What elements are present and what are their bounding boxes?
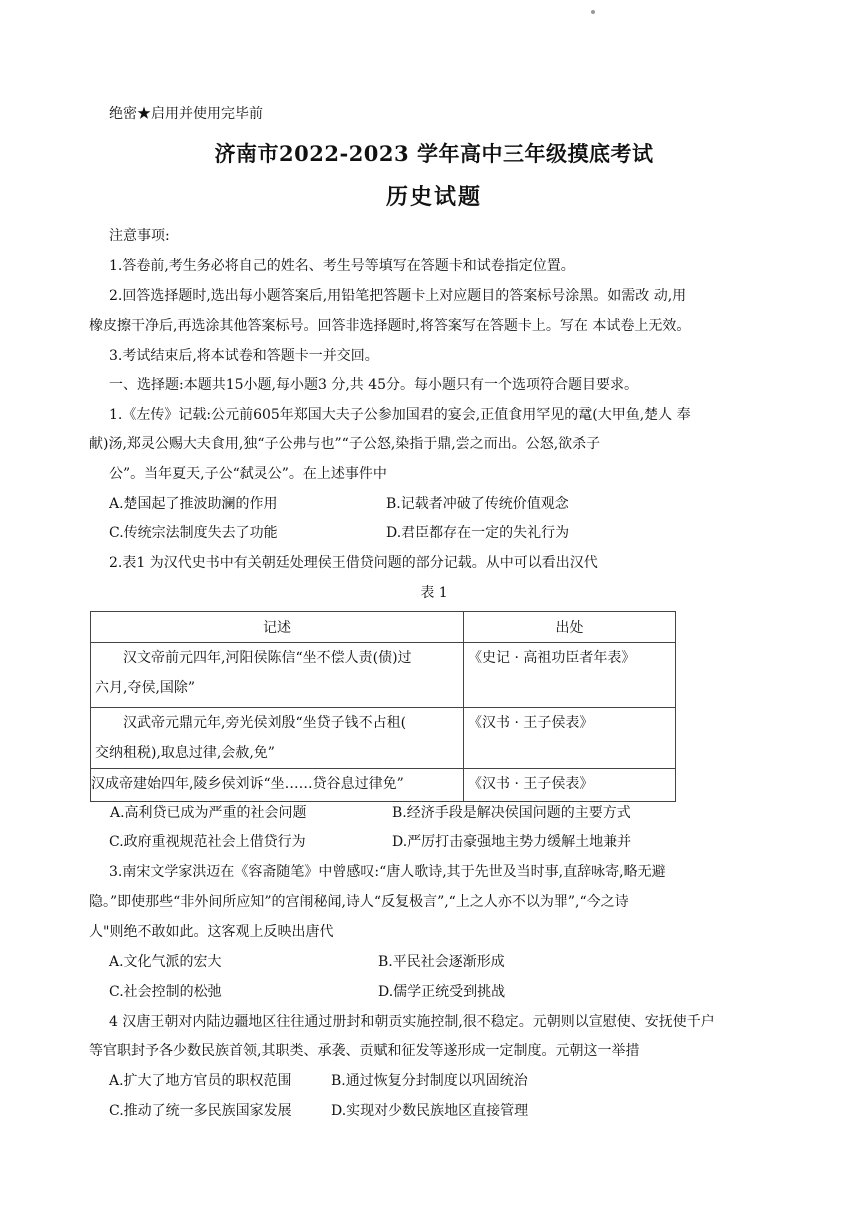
secret-notice: 绝密★启用并使用完毕前	[109, 106, 263, 122]
q3-option-a: A.文化气派的宏大	[109, 954, 222, 970]
scan-speck	[591, 10, 595, 14]
q3-option-b: B.平民社会逐渐形成	[378, 954, 505, 970]
q3-stem-line-1: 3.南宋文学家洪迈在《容斋随笔》中曾感叹:“唐人歌诗,其于先世及当时事,直辞咏寄,略无避	[109, 864, 666, 880]
table-cell-record	[91, 708, 464, 769]
header-source: 出处	[464, 612, 676, 643]
q2-option-a: A.高利贷已成为严重的社会问题	[110, 805, 307, 821]
q2-option-b: B.经济手段是解决侯国问题的主要方式	[392, 805, 631, 821]
q4-option-c: C.推动了统一多民族国家发展	[109, 1103, 292, 1119]
q1-stem-line-2: 献)汤,郑灵公赐大夫食用,独“子公弗与也”“子公怒,染指于鼎,尝之而出。公怒,欲杀子	[89, 436, 601, 452]
record-line: 汉成帝建始四年,陵乡侯刘诉“坐……贷谷息过律免”	[91, 776, 404, 792]
table-cell-source: 《汉书 · 王子侯表》	[464, 769, 676, 802]
q4-stem-line-2: 等官职封予各少数民族首领,其职类、承袭、贡赋和征发等遂形成一定制度。元朝这一举措	[89, 1043, 640, 1059]
table-cell-record	[91, 643, 464, 708]
record-line: 六月,夺侯,国除”	[95, 680, 196, 696]
exam-subtitle: 历史试题	[385, 184, 482, 210]
table-cell-source: 《史记 · 高祖功臣者年表》	[464, 643, 676, 708]
table-header-row	[91, 612, 676, 643]
q4-option-d: D.实现对少数民族地区直接管理	[331, 1103, 529, 1119]
q2-option-c: C.政府重视规范社会上借贷行为	[109, 834, 306, 850]
q4-option-a: A.扩大了地方官员的职权范围	[109, 1073, 292, 1089]
table-caption: 表 1	[420, 585, 448, 601]
q4-option-b: B.通过恢复分封制度以巩固统治	[331, 1073, 528, 1089]
q3-option-d: D.儒学正统受到挑战	[378, 984, 506, 1000]
q1-option-c: C.传统宗法制度失去了功能	[109, 525, 278, 541]
q1-option-d: D.君臣都存在一定的失礼行为	[386, 525, 570, 541]
q3-stem-line-3: 人"则绝不敢如此。这客观上反映出唐代	[89, 924, 334, 940]
q1-option-a: A.楚国起了推波助澜的作用	[109, 496, 278, 512]
table-row	[91, 769, 676, 802]
header-record: 记述	[91, 612, 464, 643]
note-2-line-2: 橡皮擦干净后,再选涂其他答案标号。回答非选择题时,将答案写在答题卡上。写在 本试卷上无效。	[89, 318, 691, 334]
table-cell-source: 《汉书 · 王子侯表》	[464, 708, 676, 769]
note-2-line-1: 2.回答选择题时,选出每小题答案后,用铅笔把答题卡上对应题目的答案标号涂黑。如需改 动,用	[109, 288, 687, 304]
record-line: 交纳租税),取息过律,会赦,免”	[95, 745, 275, 761]
record-line: 汉文帝前元四年,河阳侯陈信“坐不偿人责(债)过	[95, 650, 412, 666]
record-line: 汉武帝元鼎元年,旁光侯刘殷“坐贷子钱不占租(	[95, 715, 407, 731]
exam-title: 济南市2022-2023 学年高中三年级摸底考试	[214, 141, 654, 166]
note-1: 1.答卷前,考生务必将自己的姓名、考生号等填写在答题卡和试卷指定位置。	[109, 258, 575, 274]
table-cell-record	[91, 769, 464, 802]
table-row	[91, 708, 676, 769]
q3-stem-line-2: 隐。”即使那些“非外间所应知”的宫闱秘闻,诗人“反复极言”,“上之人亦不以为罪”,“今之诗	[89, 894, 629, 910]
table-row	[91, 643, 676, 708]
notes-heading: 注意事项:	[109, 228, 170, 244]
q2-option-d: D.严厉打击豪强地主势力缓解土地兼并	[392, 834, 632, 850]
q4-stem-line-1: 4 汉唐王朝对内陆边疆地区往往通过册封和朝贡实施控制,很不稳定。元朝则以宣慰使、安抚使千户	[109, 1014, 715, 1030]
section-heading: 一、选择题:本题共15小题,每小题3 分,共 45分。每小题只有一个选项符合题目要求。	[109, 377, 639, 393]
q1-option-b: B.记载者冲破了传统价值观念	[386, 496, 569, 512]
q2-stem: 2.表1 为汉代史书中有关朝廷处理侯王借贷问题的部分记载。从中可以看出汉代	[109, 555, 598, 571]
q1-stem-line-3: 公”。当年夏天,子公“弑灵公”。在上述事件中	[109, 466, 387, 482]
q3-option-c: C.社会控制的松弛	[109, 984, 222, 1000]
note-3: 3.考试结束后,将本试卷和答题卡一并交回。	[109, 348, 379, 364]
q1-stem-line-1: 1.《左传》记载:公元前605年郑国大夫子公参加国君的宴会,正值食用罕见的鼋(大甲鱼,楚人 奉	[109, 407, 691, 423]
history-table	[90, 611, 676, 802]
